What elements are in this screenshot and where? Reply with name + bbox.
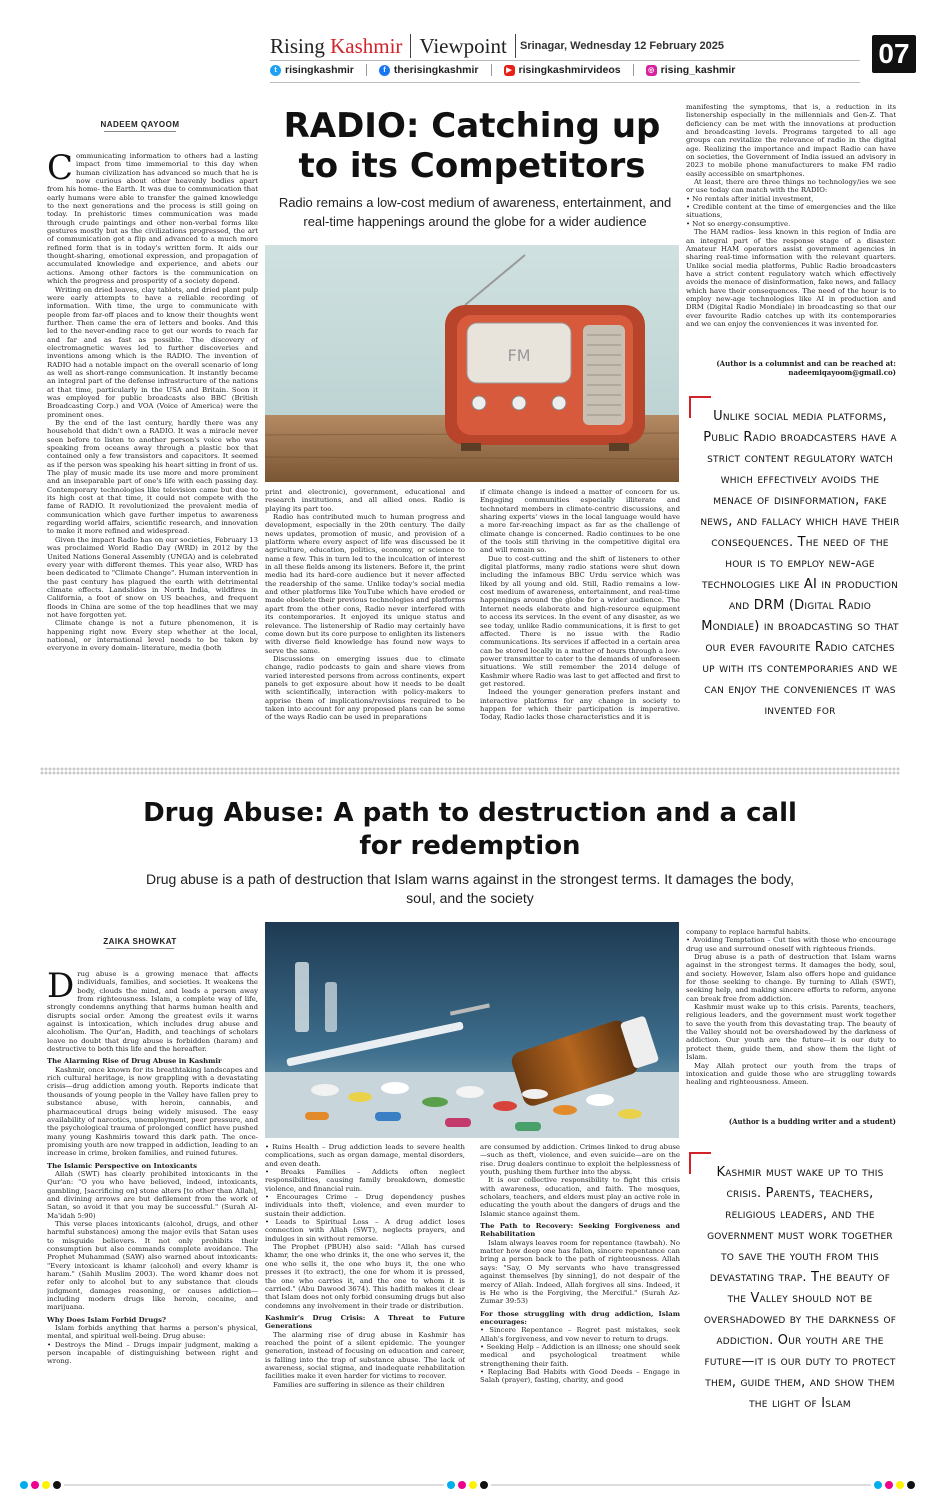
dateline: Srinagar, Wednesday 12 February 2025	[520, 40, 725, 52]
drop-cap: C	[47, 152, 74, 188]
social-handles	[270, 64, 735, 76]
article2-title: Drug Abuse: A path to destruction and a call for redemption	[143, 798, 797, 861]
article2-column-2: • Ruins Health – Drug addiction leads to severe health complications, such as organ damage, mental disorders, and even death. • Breaks Families – Addicts often neglect responsibilities, causing family breakdown, domestic violence, and financial ruin. • Encourages Crime – Drug dependency pushes individuals into theft, violence, and even murder to sustain their addiction. • Leads to Spiritual Loss – A drug addict loses connection with Allah (SWT), neglects prayers, and indulges in sin without remorse. The Prophet (PBUH) also said: "Allah has cursed khamr, the one who drinks it, the one who serves it, the one who sells it, the one who buys it, the one who presses it (to extract), the one for whom it is pressed, the one who carries it, and the one to whom it is carried." (Abu Dawood 3674). This hadith makes it clear that Islam does not only forbid consuming drugs but also condemns any involvement in their trade or distribution. Kashmir's Drug Crisis: A Threat to Future Generations The alarming rise of drug abuse in Kashmir has reached the point of a silent epidemic. The younger generation, instead of focusing on education and career, is falling into the trap of substance abuse. The lack of awareness, social stigma, and inadequate rehabilitation facilities make it even harder for victims to recover. Families are suffering in silence as their children	[265, 1143, 465, 1389]
article2-author-note: (Author is a budding writer and a student)	[728, 1117, 896, 1126]
social-instagram[interactable]: ◎ rising_kashmir	[646, 64, 736, 76]
masthead-divider	[410, 34, 411, 58]
social-youtube[interactable]: ▶ risingkashmirvideos	[504, 64, 621, 76]
article1-byline: NADEEM QAYOOM	[100, 120, 180, 129]
byline-rule	[106, 948, 174, 949]
article2-column-1: Drug abuse is a growing menace that affects individuals, families, and societies. It weakens the body, clouds the mind, and leads a person away from righteousness. Islam, a complete way of life, strongly condemns anything that harms human health and disrupts social order. Among the greatest evils it warns against is intoxication, which includes drug abuse and alcoholism. The Qur'an, Hadith, and teachings of scholars leave no doubt that drug abuse is forbidden (haram) and destructive to both this life and the hereafter. The Alarming Rise of Drug Abuse in Kashmir Kashmir, once known for its breathtaking landscapes and rich cultural heritage, is now grappling with a devastating crisis—drug addiction among youth. Reports indicate that thousands of young people in the Valley have fallen prey to substance abuse, with heroin, cannabis, and pharmaceutical drugs being widely misused. The easy availability of narcotics, unemployment, peer pressure, and the psychological trauma of prolonged conflict have pushed many young Kashmiris toward this dark path. The once-promising youth are now trapped in addiction, leading to an increase in crime, broken families, and ruined futures. The Islamic Perspective on Intoxicants Allah (SWT) has clearly prohibited intoxicants in the Qur'an: "O you who have believed, indeed, intoxicants, gambling, [sacrificing on] stone alters [to other than Allah], and divining arrows are but defilement from the work of Satan, so avoid it that you may be successful." (Surah Al-Ma'idah 5:90) This verse places intoxicants (alcohol, drugs, and other harmful substances) among the major evils that Satan uses to misguide believers. It not only prohibits their consumption but also commands complete avoidance. The Prophet Muhammad (SAW) also warned about intoxicants: "Every intoxicant is khamr (alcohol) and every khamr is haram." (Sahih Muslim 2003). The word khamr does not refer only to alcohol but to any substance that clouds judgment, damages reasoning, or causes addiction—including modern drugs like heroin, cocaine, and marijuana. Why Does Islam Forbid Drugs? Islam forbids anything that harms a person's physical, mental, and spiritual well-being. Drug abuse: • Destroys the Mind – Drugs impair judgment, making a person incapable of distinguishing between right and wrong.	[47, 970, 258, 1366]
social-facebook[interactable]: f therisingkashmir	[379, 64, 479, 76]
masthead-divider	[515, 34, 516, 58]
instagram-icon: ◎	[646, 65, 657, 76]
radio-dial-label: FM	[507, 346, 531, 365]
article2-subtitle: Drug abuse is a path of destruction that Islam warns against in the strongest terms. It damages the body, soul, and the society	[146, 871, 794, 906]
drugs-photo	[265, 922, 679, 1138]
youtube-icon: ▶	[504, 65, 515, 76]
section-name: Viewpoint	[419, 33, 507, 58]
article1-column-4: manifesting the symptoms, that is, a reduction in its listenership especially in the millennials and Gen-Z. That deficiency can be met with the innovations at production and broadcasting levels. Programs targeted to all age groups can revitalize the relevance of radio in the digital age. Realizing the importance and impact Radio can have on societies, the Government of India issued an advisory in 2023 to mobile phone manufacturers to make FM radio easily accessible on smartphones. At least, there are three things no technology/ies we see or use today can match with the RADIO: • No rentals after initial investment, • Credible content at the time of emergencies and the like situations, • Not so energy-consumptive. The HAM radios- less known in this region of India are an integral part of the response stage of a disaster. Amateur HAM operators assist government agencies in sharing real-time information with the relevant quarters. Unlike social media platforms, Public Radio broadcasters have a strict content regulatory watch which effectively avoids the menace of disinformation, fake news, and fallacy which have their consequences. The need of the hour is to employ new-age technologies like AI in production and DRM (Digital Radio Mondiale) in broadcasting so that our ever favourite Radio catches up with its contemporaries and we can enjoy the conveniences it was invented for.	[686, 103, 896, 328]
article2-column-3: are consumed by addiction. Crimes linked to drug abuse—such as theft, violence, and even suicide—are on the rise. Drug dealers continue to exploit the helplessness of youth, pushing them further into the abyss. It is our collective responsibility to fight this crisis with awareness, education, and faith. The mosques, scholars, teachers, and elders must play an active role in educating the youth about the dangers of drugs and the Islamic stance against them. The Path to Recovery: Seeking Forgiveness and Rehabilitation Islam always leaves room for repentance (tawbah). No matter how deep one has fallen, sincere repentance can bring a person back to the path of righteousness. Allah says: "Say, O My servants who have transgressed against themselves [by sinning], do not despair of the mercy of Allah. Indeed, Allah forgives all sins. Indeed, it is He who is the Forgiving, the Merciful." (Surah Az-Zumar 39:53) For those struggling with drug addiction, Islam encourages: • Sincere Repentance – Regret past mistakes, seek Allah's forgiveness, and vow never to return to drugs. • Seeking Help – Addiction is an illness; one should seek medical and psychological treatment while strengthening their faith. • Replacing Bad Habits with Good Deeds – Engage in Salah (prayer), fasting, charity, and good	[480, 1143, 680, 1385]
article1-pull-quote: Unlike social media platforms, Public Radio broadcasters have a strict content regulatory watch which effectively avoids the menace of disinformation, fake news, and fallacy which have their consequences. The need of the hour is to employ new-age technologies like AI in production and DRM (Digital Radio Mondiale) in broadcasting so that our ever favourite Radio catches up with its contemporaries and we can enjoy the conveniences it was invented for	[700, 409, 900, 718]
section-separator	[40, 767, 900, 775]
brand-name: Rising Kashmir	[270, 33, 403, 58]
drop-cap: D	[47, 970, 75, 1006]
article1-column-2: print and electronic), government, educational and research institutions, and all allied ones. Radio is playing its part too. Radio has contributed much to human progress and development, especially in the 20th century. The daily news updates, promotion of music, and provision of a platform where every aspect of life was discussed be it agriculture, education, politics, economy, or science to name a few. This in turn led to the inculcation of interest in all these fields among its listeners. Before it, the print media had its hard-core audience but it never affected the readership of the same. Unlike today's social media and other platforms like YouTube which have eroded or made obsolete their previous technologies and platforms apart from the other cons, Radio never interfered with its contemporaries. It enjoyed its unique status and relevance. The listenership of Radio may certainly have come down but its core purpose to enlighten its listeners with diverse field knowledge has found new ways to serve the same. Discussions on emerging issues due to climate change, radio podcasts to gain and share views from varied interested persons from across continents, expert panels to get exposure about how it needs to be dealt with scientifically, interaction with policy-makers to apprise them of implications/revisions required to be taken into account for any proposed plans can be some of the ways Radio can be used in preparations	[265, 488, 465, 722]
byline-rule	[104, 131, 176, 132]
article2-byline: ZAIKA SHOWKAT	[103, 937, 177, 946]
article1-title: RADIO: Catching up to its Competitors	[283, 106, 661, 186]
article1-column-1: Communicating information to others had a lasting impact from time immemorial to this day when human civilization has advanced so much that he is now curious about other heavenly bodies apart from his home- the Earth. It was due to communication that early humans were able to transfer the gained knowledge to the next generations and the process is still going on today. In prehistoric times communication was made through crude paintings and other non-verbal forms like gestures mostly but as the civilizations progressed, the art of communication got a flip and advanced to a much more refined form that is in today's written form. It aids our thought-sharing, emotional expression, and propagation of accumulated knowledge and experience, and abets our actions. Among other factors is the communication on which the progress and prosperity of a society depend. Writing on dried leaves, clay tablets, and dried plant pulp were early attempts to have a reliable recording of information. With time, the urge to communicate with people from far-off places and to know their thoughts went further. Then came the era of letters and books. And this led to the never-ending race to get our words to reach far and far and as fast as possible. The discovery of electromagnetic waves led to further discoveries and inventions among which is the RADIO. The invention of RADIO had a notable impact on the overall scenario of long as well as short-range communication. It instantly became an integral part of the defense infrastructure of the nations at that time, particularly in the USA and Britain. Soon it was employed for public broadcasts also BBC (British Broadcasting Corp.) and VOA (Voice of America) were the prominent ones. By the end of the last century, hardly there was any household that didn't own a RADIO. It was a miracle never seen before to listen to another person's voice who was speaking from oceans away through a plastic box that contained only a few transistors and capacitors. It seemed as if the person was speaking his heart sitting in front of us. The play of music made its use more and more prominent and an inseparable part of one's life with each passing day. Contemporary technologies like television came but due to its high cost at that time, it could not compete with the fame of RADIO. It revolutionized the prevalent media of communication which gave further impetus to awareness regarding world affairs, scientific research, and innovation to make it more refined and widespread. Given the impact Radio has on our societies, February 13 was proclaimed World Radio Day (WRD) in 2012 by the United Nations General Assembly (UNGA) and is celebrated every year with different themes. This year also, WRD has been dedicated to "Climate Change". Human intervention in the past century has plagued the earth with detrimental climate effects. Landslides in North India, wildfires in California, a foot of snow on US beaches, and frequent floods in China are some of the top headlines that we may not have forgotten yet. Climate change is not a future phenomenon, it is happening right now. Every step whether at the local, national, or international level needs to be taken by everyone in every domain- literature, media (both	[47, 152, 258, 653]
article1-subtitle: Radio remains a low-cost medium of awareness, entertainment, and real-time happenings around the globe for a wider audience	[278, 195, 672, 229]
radio-illustration	[265, 245, 679, 482]
article2-pull-quote: Kashmir must wake up to this crisis. Parents, teachers, religious leaders, and the government must work together to save the youth from this devastating trap. The beauty of the Valley should not be overshadowed by the darkness of addiction. Our youth are the future—it is our duty to protect them, guide them, and show them the light of Islam	[703, 1165, 897, 1411]
page-number: 07	[872, 35, 916, 73]
pills-illustration	[265, 922, 679, 1138]
print-registration-bar	[20, 1480, 915, 1490]
facebook-icon: f	[379, 65, 390, 76]
article2-column-4: company to replace harmful habits. • Avoiding Temptation – Cut ties with those who encourage drug use and surround oneself with righteous friends. Drug abuse is a path of destruction that Islam warns against in the strongest terms. It damages the body, soul, and society. However, Islam also offers hope and guidance for those seeking to change. By turning to Allah (SWT), seeking help, and making sincere efforts to reform, anyone can break free from addiction. Kashmir must wake up to this crisis. Parents, teachers, religious leaders, and the government must work together to save the youth from this devastating trap. The beauty of the Valley should not be overshadowed by the darkness of addiction. Our youth are the future—it is our duty to protect them, guide them, and show them the light of Islam. May Allah protect our youth from the traps of intoxication and guide those who are struggling towards healing and righteousness. Ameen.	[686, 928, 896, 1087]
radio-photo	[265, 245, 679, 482]
header-rule	[270, 60, 860, 61]
header-rule	[270, 82, 860, 83]
article1-author-note: (Author is a columnist and can be reached at: nadeemiqayoom@gmail.co)	[716, 359, 896, 377]
twitter-icon: t	[270, 65, 281, 76]
masthead	[270, 32, 518, 60]
social-twitter[interactable]: t risingkashmir	[270, 64, 354, 76]
article1-column-3: if climate change is indeed a matter of concern for us. Engaging communities especially illiterate and technotard members in climate-centric discussions, and sharing experts' views in the local language would have a more far-reaching impact as far as the challenge of climate change is concerned. Radio continues to be one of the tools still thriving in the competitive digital era and will remain so. Due to cost-cutting and the shift of listeners to other digital platforms, many radio stations were shut down including the infamous BBC Urdu service which was liked by all young and old. Still, Radio remains a low-cost medium of awareness, entertainment, and real-time happenings around the globe for a wider audience. The Internet needs elaborate and high-resource equipment to access its services. In the event of any disaster, as we see today, unlike Radio communications, it is first to get affected. There is no issue with the Radio communications. Its services if affected in a certain area can be stored locally in a matter of hours through a low-power transmitter to cater to the demands of unforeseen situations. We still remember the 2014 deluge of Kashmir where Radio was last to get affected and first to get restored. Indeed the younger generation prefers instant and interactive platforms for any change in society to happen for which their participation is imperative. Today, Radio lacks those characteristics and it is	[480, 488, 680, 722]
